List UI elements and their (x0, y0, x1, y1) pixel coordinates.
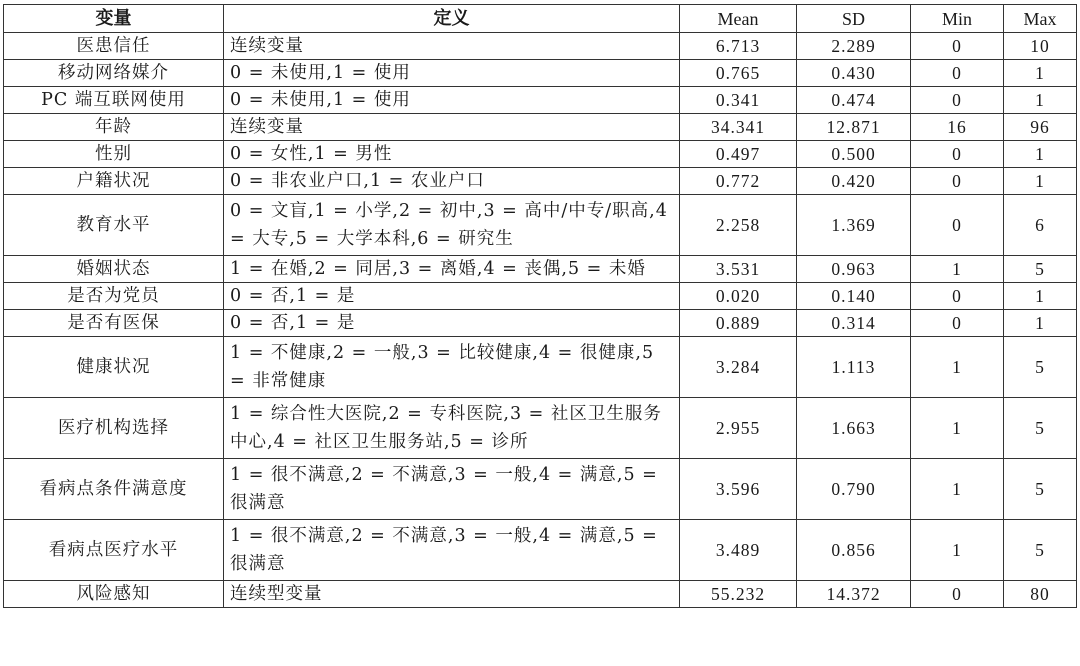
cell-mean: 2.258 (680, 195, 797, 256)
cell-min: 1 (911, 398, 1004, 459)
cell-sd: 0.314 (797, 310, 911, 337)
header-mean: Mean (680, 5, 797, 33)
table-header (4, 5, 1077, 33)
table-body (4, 33, 1077, 608)
cell-max: 1 (1004, 283, 1077, 310)
cell-variable: 年龄 (4, 114, 224, 141)
cell-min: 0 (911, 168, 1004, 195)
table-row (4, 310, 1077, 337)
cell-min: 0 (911, 283, 1004, 310)
cell-sd: 1.369 (797, 195, 911, 256)
cell-variable: 看病点条件满意度 (4, 459, 224, 520)
cell-max: 96 (1004, 114, 1077, 141)
descriptive-statistics-table (3, 4, 1077, 608)
cell-definition: 连续变量 (224, 33, 680, 60)
cell-mean: 6.713 (680, 33, 797, 60)
table-row (4, 33, 1077, 60)
cell-mean: 3.531 (680, 256, 797, 283)
cell-variable: 是否为党员 (4, 283, 224, 310)
cell-min: 1 (911, 520, 1004, 581)
table-row (4, 168, 1077, 195)
cell-sd: 2.289 (797, 33, 911, 60)
header-definition: 定义 (224, 5, 680, 33)
cell-min: 0 (911, 581, 1004, 608)
table-row (4, 114, 1077, 141)
cell-min: 1 (911, 337, 1004, 398)
cell-min: 0 (911, 310, 1004, 337)
cell-max: 5 (1004, 337, 1077, 398)
cell-definition: 1 = 很不满意,2 = 不满意,3 = 一般,4 = 满意,5 = 很满意 (224, 459, 680, 520)
cell-min: 0 (911, 60, 1004, 87)
cell-mean: 0.772 (680, 168, 797, 195)
cell-mean: 2.955 (680, 398, 797, 459)
cell-sd: 14.372 (797, 581, 911, 608)
header-min: Min (911, 5, 1004, 33)
header-row (4, 5, 1077, 33)
cell-sd: 0.140 (797, 283, 911, 310)
cell-min: 0 (911, 195, 1004, 256)
table-row (4, 581, 1077, 608)
cell-variable: 健康状况 (4, 337, 224, 398)
table-row (4, 87, 1077, 114)
cell-variable: 婚姻状态 (4, 256, 224, 283)
cell-definition: 1 = 综合性大医院,2 = 专科医院,3 = 社区卫生服务中心,4 = 社区卫生服务站,5 = 诊所 (224, 398, 680, 459)
cell-variable: 性别 (4, 141, 224, 168)
cell-sd: 12.871 (797, 114, 911, 141)
cell-max: 1 (1004, 87, 1077, 114)
cell-definition: 0 = 未使用,1 = 使用 (224, 87, 680, 114)
cell-max: 1 (1004, 168, 1077, 195)
cell-sd: 1.113 (797, 337, 911, 398)
cell-mean: 3.596 (680, 459, 797, 520)
cell-max: 1 (1004, 310, 1077, 337)
cell-sd: 1.663 (797, 398, 911, 459)
cell-definition: 0 = 女性,1 = 男性 (224, 141, 680, 168)
cell-mean: 0.497 (680, 141, 797, 168)
cell-mean: 34.341 (680, 114, 797, 141)
cell-mean: 0.341 (680, 87, 797, 114)
cell-mean: 0.889 (680, 310, 797, 337)
cell-max: 5 (1004, 459, 1077, 520)
cell-min: 0 (911, 141, 1004, 168)
cell-mean: 55.232 (680, 581, 797, 608)
table-row (4, 195, 1077, 256)
cell-max: 5 (1004, 256, 1077, 283)
header-variable: 变量 (4, 5, 224, 33)
header-sd: SD (797, 5, 911, 33)
cell-max: 6 (1004, 195, 1077, 256)
cell-definition: 0 = 未使用,1 = 使用 (224, 60, 680, 87)
cell-max: 5 (1004, 398, 1077, 459)
cell-variable: 移动网络媒介 (4, 60, 224, 87)
cell-sd: 0.790 (797, 459, 911, 520)
cell-min: 16 (911, 114, 1004, 141)
cell-definition: 0 = 非农业户口,1 = 农业户口 (224, 168, 680, 195)
cell-sd: 0.474 (797, 87, 911, 114)
cell-variable: 教育水平 (4, 195, 224, 256)
cell-variable: PC 端互联网使用 (4, 87, 224, 114)
cell-definition: 连续变量 (224, 114, 680, 141)
table-row (4, 60, 1077, 87)
table-row (4, 256, 1077, 283)
cell-max: 80 (1004, 581, 1077, 608)
cell-sd: 0.963 (797, 256, 911, 283)
cell-sd: 0.430 (797, 60, 911, 87)
cell-max: 5 (1004, 520, 1077, 581)
table-row (4, 141, 1077, 168)
table-row (4, 459, 1077, 520)
cell-mean: 3.284 (680, 337, 797, 398)
cell-variable: 看病点医疗水平 (4, 520, 224, 581)
header-max: Max (1004, 5, 1077, 33)
cell-max: 1 (1004, 141, 1077, 168)
cell-max: 10 (1004, 33, 1077, 60)
cell-definition: 0 = 否,1 = 是 (224, 310, 680, 337)
cell-variable: 医患信任 (4, 33, 224, 60)
cell-variable: 户籍状况 (4, 168, 224, 195)
cell-min: 1 (911, 459, 1004, 520)
cell-sd: 0.856 (797, 520, 911, 581)
table-row (4, 283, 1077, 310)
cell-max: 1 (1004, 60, 1077, 87)
cell-min: 0 (911, 33, 1004, 60)
table-row (4, 520, 1077, 581)
cell-definition: 1 = 很不满意,2 = 不满意,3 = 一般,4 = 满意,5 = 很满意 (224, 520, 680, 581)
cell-definition: 连续型变量 (224, 581, 680, 608)
cell-definition: 1 = 不健康,2 = 一般,3 = 比较健康,4 = 很健康,5 = 非常健康 (224, 337, 680, 398)
cell-mean: 0.765 (680, 60, 797, 87)
cell-sd: 0.420 (797, 168, 911, 195)
cell-variable: 医疗机构选择 (4, 398, 224, 459)
table-row (4, 337, 1077, 398)
cell-mean: 0.020 (680, 283, 797, 310)
cell-definition: 1 = 在婚,2 = 同居,3 = 离婚,4 = 丧偶,5 = 未婚 (224, 256, 680, 283)
cell-min: 1 (911, 256, 1004, 283)
cell-definition: 0 = 否,1 = 是 (224, 283, 680, 310)
cell-sd: 0.500 (797, 141, 911, 168)
cell-min: 0 (911, 87, 1004, 114)
cell-variable: 是否有医保 (4, 310, 224, 337)
table-row (4, 398, 1077, 459)
cell-definition: 0 = 文盲,1 = 小学,2 = 初中,3 = 高中/中专/职高,4 = 大专,5 = 大学本科,6 = 研究生 (224, 195, 680, 256)
cell-mean: 3.489 (680, 520, 797, 581)
cell-variable: 风险感知 (4, 581, 224, 608)
